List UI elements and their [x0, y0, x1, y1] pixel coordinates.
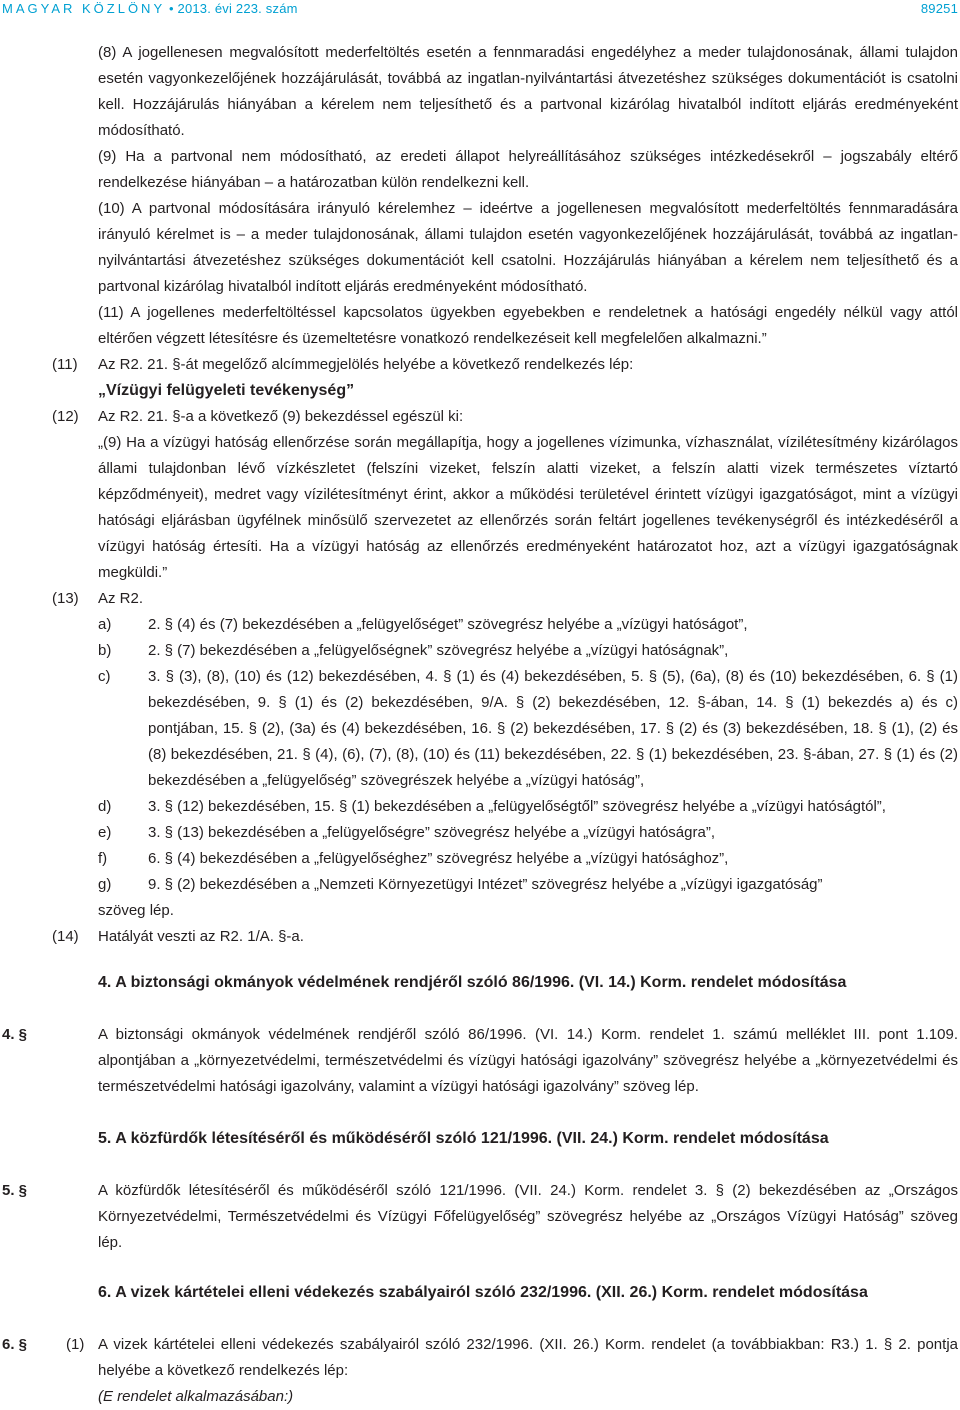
issue-number: 2013. évi 223. szám [177, 1, 298, 16]
item-11-text: Az R2. 21. §-át megelőző alcímmegjelölés helyébe a következő rendelkezés lép: [98, 356, 634, 373]
section-6-number: 6. § [2, 1336, 28, 1353]
item-number-14: (14) [52, 928, 79, 945]
page-number: 89251 [920, 1, 958, 16]
sub-text-g: 9. § (2) bekezdésében a „Nemzeti Környezetügyi Intézet” szövegrész helyébe a „vízügyi igazgatóság” [148, 876, 823, 893]
paragraph-11: (11) A jogellenes mederfeltöltéssel kapcsolatos ügyekben egyebekben e rendeletnek a hatósági engedély nélkül vagy attól eltérően végzett létesítésre és üzemeltetésre vonatkozó rendelkezéseit kell megfelelően alkalmazni.” [98, 304, 958, 347]
paragraph-9: (9) Ha a partvonal nem módosítható, az eredeti állapot helyreállításához szükséges intézkedésekről – jogszabály eltérő rendelkezése hiányában – a határozatban külön rendelkezni kell. [98, 148, 958, 191]
item-number-11: (11) [52, 356, 78, 373]
section-5-text: A közfürdők létesítéséről és működéséről szóló 121/1996. (VII. 24.) Korm. rendelet 3. § (2) bekezdésében az „Országos Környezetvédelmi, Természetvédelmi és Vízügyi Főfelügyelőség” szövegrész helyébe az „Országos Vízügyi Hatóság” szöveg lép. [98, 1182, 958, 1251]
sub-label-e: e) [98, 824, 112, 841]
sub-label-d: d) [98, 798, 112, 815]
section-5-title: 5. A közfürdők létesítéséről és működéséről szóló 121/1996. (VII. 24.) Korm. rendelet módosítása [98, 1130, 829, 1147]
sub-text-f: 6. § (4) bekezdésében a „felügyelőséghez” szövegrész helyébe a „vízügyi hatósághoz”, [148, 850, 729, 867]
section-4-text: A biztonsági okmányok védelmének rendjéről szóló 86/1996. (VI. 14.) Korm. rendelet 1. számú melléklet III. pont 1.109. alpontjában a „környezetvédelmi, természetvédelmi és vízügyi hatósági igazolvány” szövegrész helyébe a „környezetvédelmi és természetvédelmi hatósági igazolvány, valamint a vízügyi hatósági igazolvány” szöveg lép. [98, 1026, 958, 1095]
subtitle-quote: „Vízügyi felügyeleti tevékenység” [98, 382, 355, 399]
item-12-quote: „(9) Ha a vízügyi hatóság ellenőrzése során megállapítja, hogy a jogellenes vízimunka, vízhasználat, vízilétesítmény kizárólagos állami tulajdonban lévő vízkészletet (felszíni vizeket, felszín alatti vizeket, a felszín alatti vizek természetes víztartó képződményeit), medret vagy vízilétesítményt érint, akkor a működési területével érintett vízügyi igazgatóságot, mint a vízügyi hatósági eljárásban ügyfélnek minősülő szervezetet az ellenőrzés során feltárt jogellenes tevékenységről és intézkedéséről a vízügyi hatóság értesíti. Ha a vízügyi hatóság az ellenőrzés eredményeként határozatot hoz, azt a vízügyi igazgatóságnak megküldi.” [98, 434, 958, 581]
item-14-text: Hatályát veszti az R2. 1/A. §-a. [98, 928, 304, 945]
sub-label-f: f) [98, 850, 108, 867]
sub-text-c: 3. § (3), (8), (10) és (12) bekezdésében, 4. § (1) és (4) bekezdésében, 5. § (5), (6a), (8) és (10) bekezdésében, 6. § (1) bekezdésében, 9. § (1) és (2) bekezdésében, 9/A. § (2) bekezdésében, 12. §-ában, 14. § (1) bekezdés a) és c) pontjában, 15. § (2), (3a) és (4) bekezdésében, 16. § (2) bekezdésében, 17. § (2) és (3) bekezdésében, 18. § (1), (2) és (8) bekezdésében, 21. § (4), (6), (7), (8), (10) és (11) bekezdésében, 22. § (1) bekezdésében, 23. §-ában, 27. § (1) és (2) bekezdésében a „felügyelőség” szövegrészek helyébe a „vízügyi hatóság”, [148, 668, 958, 789]
sub-label-c: c) [98, 668, 111, 685]
header-bullet: • [168, 1, 174, 16]
page-header [0, 0, 960, 22]
section-6-text: A vizek kártételei elleni védekezés szabályairól szóló 232/1996. (XII. 26.) Korm. rendelet (a továbbiakban: R3.) 1. § 2. pontja helyébe a következő rendelkezés lép: [98, 1336, 958, 1379]
item-13-closing: szöveg lép. [98, 902, 174, 919]
section-6-sub-number: (1) [66, 1336, 85, 1353]
section-4-title: 4. A biztonsági okmányok védelmének rendjéről szóló 86/1996. (VI. 14.) Korm. rendelet módosítása [98, 974, 847, 991]
sub-text-d: 3. § (12) bekezdésében, 15. § (1) bekezdésében a „felügyelőségtől” szövegrész helyébe a „vízügyi hatóságtól”, [148, 798, 886, 815]
item-number-13: (13) [52, 590, 79, 607]
section-6-title: 6. A vizek kártételei elleni védekezés szabályairól szóló 232/1996. (XII. 26.) Korm. rendelet módosítása [98, 1284, 868, 1301]
section-6-italic-note: (E rendelet alkalmazásában:) [98, 1388, 294, 1405]
paragraph-8: (8) A jogellenesen megvalósított mederfeltöltés esetén a fennmaradási engedélyhez a meder tulajdonosának, állami tulajdon esetén vagyonkezelőjének hozzájárulását, továbbá az ingatlan-nyilvántartási átvezetéshez szükséges dokumentációt is csatolni kell. Hozzájárulás hiányában a kérelem nem teljesíthető és a partvonal kizárólag hivatalból indított eljárás eredményeként módosítható. [98, 44, 958, 139]
section-5-number: 5. § [2, 1182, 28, 1199]
paragraph-10: (10) A partvonal módosítására irányuló kérelemhez – ideértve a jogellenesen megvalósított mederfeltöltés fennmaradására irányuló kérelmet is – a meder tulajdonosának, állami tulajdon esetén vagyonkezelőjének hozzájárulását, továbbá az ingatlan-nyilvántartási átvezetéshez szükséges dokumentációt kell csatolni. Hozzájárulás hiányában a kérelem nem teljesíthető és a partvonal kizárólag hivatalból indított eljárás eredményeként módosítható. [98, 200, 958, 295]
sub-text-a: 2. § (4) és (7) bekezdésében a „felügyelőséget” szövegrész helyébe a „vízügyi hatóságot”, [148, 616, 748, 633]
sub-label-g: g) [98, 876, 112, 893]
item-13-text: Az R2. [98, 590, 144, 607]
journal-name: MAGYAR KÖZLÖNY [2, 1, 166, 16]
section-4-number: 4. § [2, 1026, 28, 1043]
sub-text-e: 3. § (13) bekezdésében a „felügyelőségre” szövegrész helyébe a „vízügyi hatóságra”, [148, 824, 715, 841]
sub-label-a: a) [98, 616, 112, 633]
item-number-12: (12) [52, 408, 79, 425]
item-12-text: Az R2. 21. §-a a következő (9) bekezdéssel egészül ki: [98, 408, 464, 425]
sub-text-b: 2. § (7) bekezdésében a „felügyelőségnek” szövegrész helyébe a „vízügyi hatóságnak”, [148, 642, 729, 659]
header-left [2, 1, 298, 16]
sub-label-b: b) [98, 642, 112, 659]
